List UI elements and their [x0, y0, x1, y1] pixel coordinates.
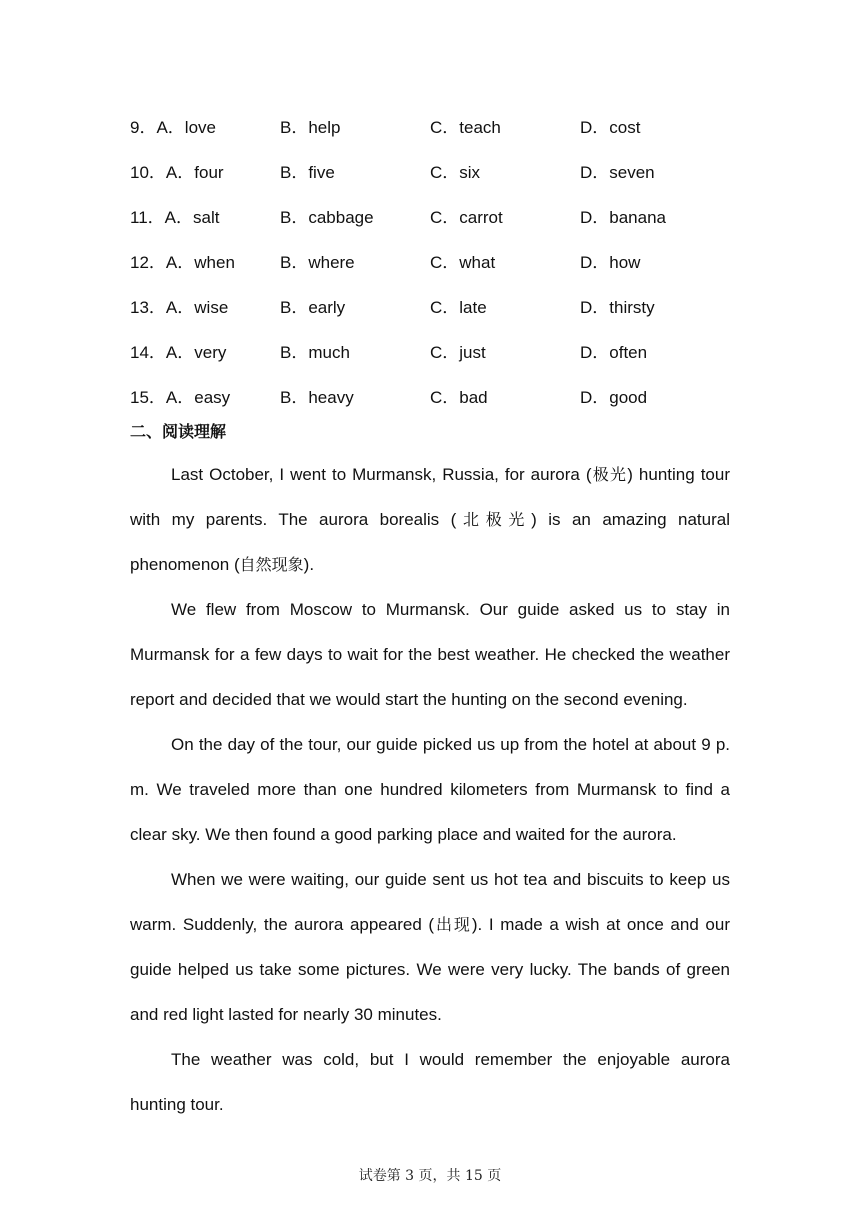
question-number: 12． [130, 253, 166, 272]
option-a-text: A．wise [165, 298, 229, 317]
option-b: B．help [280, 118, 341, 137]
option-b: B．five [280, 163, 335, 182]
option-c: C．late [430, 298, 487, 317]
option-a [130, 205, 219, 231]
option-d: D．often [580, 343, 648, 362]
option-a-text: A．very [165, 343, 227, 362]
option-d: D．seven [580, 163, 655, 182]
question-number: 13． [130, 298, 166, 317]
option-a-text: A．love [156, 118, 216, 137]
option-c: C．teach [430, 118, 501, 137]
section-heading: 二、阅读理解 [130, 422, 227, 441]
option-a [130, 340, 226, 366]
passage-paragraph-4 [130, 857, 730, 1037]
gloss: 极光 [591, 465, 628, 484]
option-d: D．how [580, 253, 641, 272]
option-d: D．good [580, 388, 648, 407]
option-d: D．cost [580, 118, 641, 137]
question-row-10 [130, 160, 730, 205]
answer-options-list [130, 115, 730, 430]
gloss: 北极光 [456, 510, 532, 529]
option-c: C．bad [430, 388, 488, 407]
paragraph-text: Last October, I went to Murmansk, Russia, for aurora ( [171, 465, 592, 484]
option-d: D．banana [580, 208, 667, 227]
option-c: C．what [430, 253, 496, 272]
option-a [130, 160, 224, 186]
option-a [130, 385, 230, 411]
passage-paragraph-1 [130, 452, 730, 587]
option-b: B．where [280, 253, 355, 272]
paragraph-text: ). I made a wish at once and our guide helped us take some pictures. We were very lucky. The bands of green and red light lasted for nearly 30 minutes. [130, 915, 730, 1024]
option-b: B．early [280, 298, 346, 317]
question-row-12 [130, 250, 730, 295]
option-a-text: A．easy [165, 388, 231, 407]
question-number: 14． [130, 343, 166, 362]
option-a-text: A．four [165, 163, 224, 182]
option-c: C．carrot [430, 208, 503, 227]
option-b: B．heavy [280, 388, 354, 407]
option-c: C．just [430, 343, 486, 362]
option-b: B．cabbage [280, 208, 374, 227]
gloss: 出现 [434, 915, 472, 934]
page-footer: 试卷第 3 页，共 15 页 [358, 1168, 502, 1184]
option-c: C．six [430, 163, 481, 182]
passage-paragraph-3: On the day of the tour, our guide picked us up from the hotel at about 9 p. m. We traveled more than one hundred kilometers from Murmansk to find a clear sky. We then found a good parking place and waited for the aurora. [130, 735, 730, 844]
question-number: 15． [130, 388, 166, 407]
passage-paragraph-2: We flew from Moscow to Murmansk. Our guide asked us to stay in Murmansk for a few days to wait for the best weather. He checked the weather report and decided that we would start the hunting on the second evening. [130, 600, 730, 709]
question-row-11 [130, 205, 730, 250]
paragraph-text: When we were waiting, our guide sent us hot tea and biscuits to keep us warm. Suddenly, the aurora appeared ( [130, 870, 730, 934]
paragraph-text: ) is an amazing natural phenomenon ( [130, 510, 730, 574]
passage-paragraph-5: The weather was cold, but I would remember the enjoyable aurora hunting tour. [130, 1050, 730, 1114]
option-a [130, 295, 228, 321]
question-row-14 [130, 340, 730, 385]
paragraph-text: ) hunting tour with my parents. The aurora borealis ( [130, 465, 730, 529]
option-a [130, 250, 235, 276]
option-a-text: A．when [165, 253, 235, 272]
question-number: 11． [130, 208, 165, 227]
gloss: 自然现象 [239, 555, 304, 574]
option-b: B．much [280, 343, 350, 362]
option-d: D．thirsty [580, 298, 655, 317]
paragraph-text: ). [303, 555, 315, 574]
question-row-9 [130, 115, 730, 160]
reading-passage [130, 452, 730, 1127]
question-number: 10． [130, 163, 166, 182]
question-number: 9． [130, 118, 157, 137]
option-a-text: A．salt [164, 208, 220, 227]
question-row-13 [130, 295, 730, 340]
option-a [130, 115, 216, 141]
